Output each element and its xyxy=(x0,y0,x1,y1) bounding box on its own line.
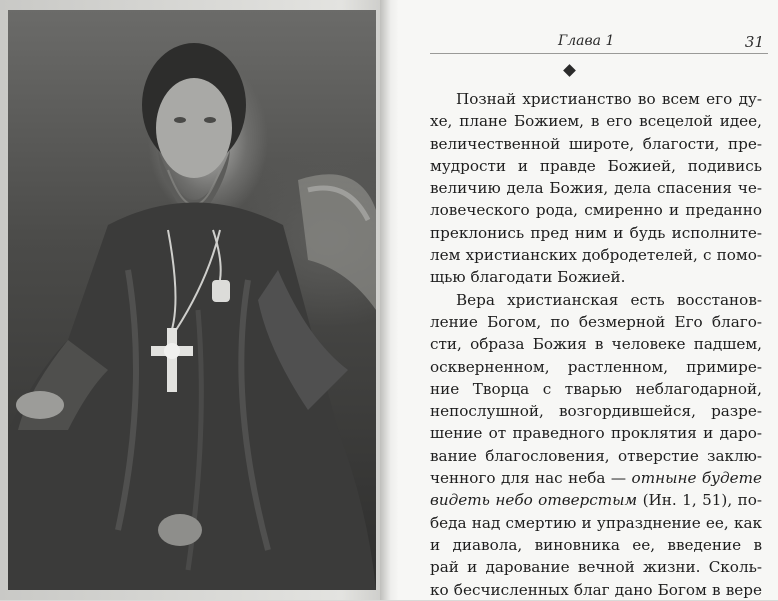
text-line: величию дела Божия, дела спасения че- xyxy=(430,179,762,198)
text-line: оскверненном, растленном, примире- xyxy=(430,357,762,376)
text-line: мудрости и правде Божией, подивись xyxy=(430,156,762,175)
text-line: ловеческого рода, смиренно и преданно xyxy=(430,201,762,220)
text-fragment: (Ин. 1, 51), по- xyxy=(642,491,762,510)
text-line: ние Творца с тварью неблагодарной, xyxy=(430,379,762,398)
text-line: преклонись пред ним и будь исполните- xyxy=(430,223,762,242)
chapter-title: Глава 1 xyxy=(558,33,615,49)
italic-quote: отныне будете xyxy=(631,469,762,488)
text-line: беда над смертию и упразднение ее, как xyxy=(430,513,762,532)
right-page xyxy=(398,0,778,600)
text-line: щью благодати Божией. xyxy=(430,268,626,287)
text-line: лем христианских добродетелей, с помо- xyxy=(430,246,762,265)
text-line: шение от праведного проклятия и даро- xyxy=(430,424,762,443)
text-line: и диавола, виновника ее, введение в xyxy=(430,535,762,554)
gutter xyxy=(380,0,398,600)
text-line: ко бесчисленных благ дано Богом в вере xyxy=(430,580,762,599)
text-line: Вера христианская есть восстанов- xyxy=(456,290,762,309)
text-line: хе, плане Божием, в его всецелой идее, xyxy=(430,112,762,131)
diamond-ornament-icon xyxy=(563,64,576,77)
text-line: Познай христианство во всем его ду- xyxy=(456,90,762,108)
text-line: сти, образа Божия в человеке падшем, xyxy=(430,335,762,354)
running-head xyxy=(430,33,768,54)
page-number: 31 xyxy=(744,33,764,51)
text-line: вание благословения, отверстие заклю- xyxy=(430,446,762,465)
text-line: ление Богом, по безмерной Его благо- xyxy=(430,312,762,331)
text-fragment: ченного для нас неба — xyxy=(430,469,627,488)
text-line: непослушной, возгордившейся, разре- xyxy=(430,402,762,421)
portrait-photo-drawing xyxy=(8,10,376,590)
portrait-photo xyxy=(8,10,376,590)
italic-quote: видеть небо отверстым xyxy=(430,491,638,510)
text-line: величественной широте, благости, пре- xyxy=(430,134,762,153)
text-line: рай и дарование вечной жизни. Сколь- xyxy=(430,558,762,577)
page-body-text xyxy=(430,88,762,601)
text-line xyxy=(430,489,762,511)
left-page xyxy=(0,0,380,600)
text-line xyxy=(430,467,762,489)
